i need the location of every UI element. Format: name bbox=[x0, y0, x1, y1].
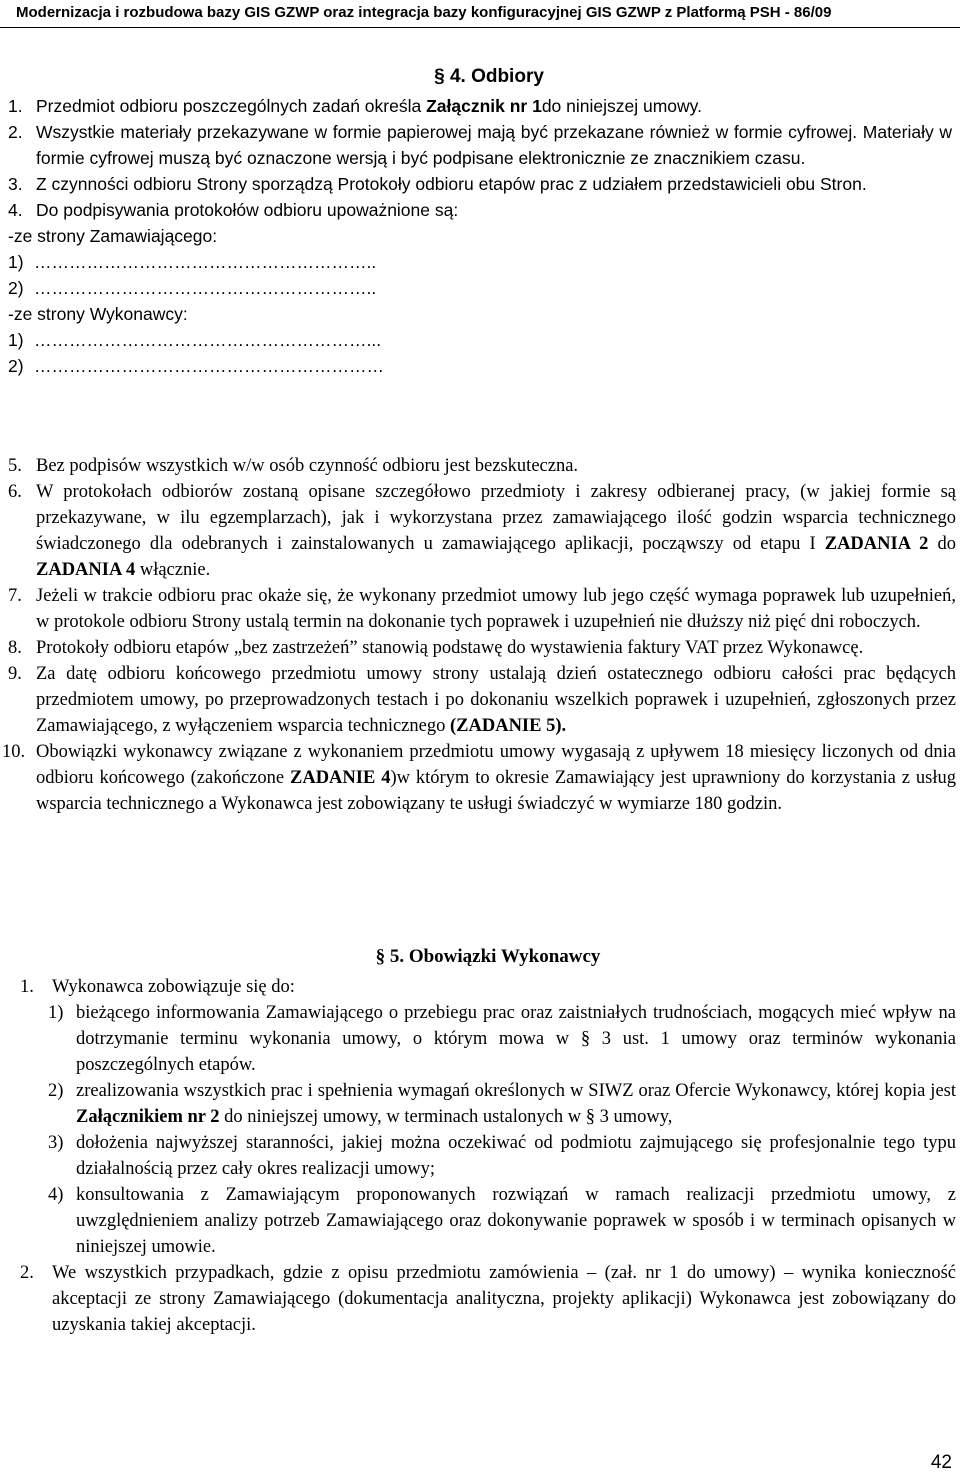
clause-text: Jeżeli w trakcie odbioru prac okaże się, że wykonany przedmiot umowy lub jego część wymaga poprawek lub uzupełnień, w protokole odbioru Strony ustalą termin na dokonanie tych poprawek i uzupełnień nie dłuższy niż pięć dni roboczych. bbox=[36, 586, 956, 632]
clause-text: włącznie. bbox=[135, 560, 211, 580]
obligation-bold-text: Załącznikiem nr 2 bbox=[76, 1107, 220, 1127]
clause-4-4 bbox=[8, 197, 952, 223]
obligation-number: 3) bbox=[48, 1133, 64, 1153]
section-4-body-part-2 bbox=[2, 453, 957, 817]
clause-number: 2. bbox=[20, 1263, 34, 1283]
clause-text: Przedmiot odbioru poszczególnych zadań określa bbox=[36, 96, 427, 116]
signatory-number: 1) bbox=[8, 330, 24, 350]
signature-blank: …………………………………………………... bbox=[34, 330, 382, 350]
clause-text: Bez podpisów wszystkich w/w osób czynność odbioru jest bezskuteczna. bbox=[36, 456, 579, 476]
obligation-item bbox=[48, 1078, 956, 1130]
section-4-title: § 4. Odbiory bbox=[434, 66, 544, 87]
section-5-title: § 5. Obowiązki Wykonawcy bbox=[375, 946, 601, 967]
obligation-text: dołożenia najwyższej staranności, jakiej można oczekiwać od podmiotu zajmującego się profesjonalnie tego typu działalnością przez cały okres realizacji umowy; bbox=[76, 1133, 956, 1179]
clause-text: do niniejszej umowy. bbox=[541, 96, 702, 116]
obligation-item bbox=[48, 1000, 956, 1078]
clause-bold-text: Załącznik nr 1 bbox=[426, 96, 542, 116]
page-number: 42 bbox=[930, 1452, 952, 1473]
clause-text: W protokołach odbiorów zostaną opisane szczegółowo przedmioty i zakresy odbieranej pracy, (w jakiej formie są przekazywane, w ilu egzemplarzach), jak i wykorzystana przez zamawiającego ilość godzin wsparcia technicznego świadczonego dla odebranych i zainstalowanych u zamawiającego aplikacji, począwszy od etapu I bbox=[36, 482, 956, 554]
obligation-number: 1) bbox=[48, 1003, 64, 1023]
obligation-item bbox=[48, 1130, 956, 1182]
clause-4-10 bbox=[2, 739, 956, 817]
clause-text: )w którym to okresie Zamawiający jest uprawniony do korzystania z usług wsparcia technicznego a Wykonawca jest zobowiązany te usługi świadczyć w wymiarze 180 godzin. bbox=[36, 768, 956, 814]
clause-text: Protokoły odbioru etapów „bez zastrzeżeń” stanowią podstawę do wystawienia faktury VAT przez Wykonawcę. bbox=[36, 638, 864, 658]
section-4-heading bbox=[0, 66, 960, 88]
clause-number: 5. bbox=[8, 456, 22, 476]
clause-bold-text: ZADANIE 4 bbox=[290, 768, 391, 788]
clause-number: 10. bbox=[2, 742, 26, 762]
section-5-body bbox=[8, 974, 956, 1338]
obligation-number: 2) bbox=[48, 1081, 64, 1101]
clause-5-2 bbox=[20, 1260, 956, 1338]
signatory-line bbox=[8, 275, 952, 301]
clause-4-7 bbox=[8, 583, 956, 635]
signature-blank: ………………………………………………….. bbox=[34, 252, 377, 272]
obligation-item bbox=[48, 1182, 956, 1260]
signatory-line bbox=[8, 249, 952, 275]
clause-text: Do podpisywania protokołów odbioru upoważnione są: bbox=[36, 200, 459, 220]
section-5-heading bbox=[0, 946, 960, 968]
signatory-number: 2) bbox=[8, 278, 24, 298]
signatory-group-label: -ze strony Zamawiającego: bbox=[8, 226, 218, 246]
running-header: Modernizacja i rozbudowa bazy GIS GZWP oraz integracja bazy konfiguracyjnej GIS GZWP z Platformą PSH - 86/09 bbox=[16, 4, 832, 21]
obligation-text: do niniejszej umowy, w terminach ustalonych w § 3 umowy, bbox=[219, 1107, 673, 1127]
header-rule bbox=[0, 27, 960, 28]
clause-4-8 bbox=[8, 635, 956, 661]
clause-number: 1. bbox=[8, 96, 23, 116]
section-4-body-part-1 bbox=[8, 93, 952, 379]
clause-text: Obowiązki wykonawcy związane z wykonaniem przedmiotu umowy wygasają z upływem 18 miesięcy liczonych od dnia odbioru końcowego (zakończone bbox=[36, 742, 956, 788]
clause-4-1 bbox=[8, 93, 952, 119]
clause-text: Wykonawca zobowiązuje się do: bbox=[52, 977, 295, 997]
clause-number: 8. bbox=[8, 638, 22, 658]
clause-4-6 bbox=[8, 479, 956, 583]
clause-bold-text: (ZADANIE 5). bbox=[449, 716, 567, 736]
clause-number: 1. bbox=[20, 977, 34, 997]
clause-text: do bbox=[928, 534, 957, 554]
clause-text: Z czynności odbioru Strony sporządzą Protokoły odbioru etapów prac z udziałem przedstawicieli obu Stron. bbox=[36, 174, 867, 194]
signatory-number: 2) bbox=[8, 356, 24, 376]
clause-4-2 bbox=[8, 119, 952, 171]
signature-blank: …………………………………………………… bbox=[34, 356, 384, 376]
obligation-text: bieżącego informowania Zamawiającego o przebiegu prac oraz zaistniałych trudnościach, mogących mieć wpływ na dotrzymanie terminu wykonania umowy, o którym mowa w § 3 ust. 1 umowy oraz terminów wykonania poszczególnych etapów. bbox=[76, 1003, 956, 1075]
obligation-text: konsultowania z Zamawiającym proponowanych rozwiązań w ramach realizacji przedmiotu umowy, z uwzględnieniem analizy potrzeb Zamawiającego oraz dokonywanie poprawek w sposób i w terminach opisanych w niniejszej umowie. bbox=[76, 1185, 956, 1257]
clause-number: 9. bbox=[8, 664, 22, 684]
signature-blank: ………………………………………………….. bbox=[34, 278, 377, 298]
clause-bold-text: ZADANIA 2 bbox=[824, 534, 929, 554]
clause-number: 3. bbox=[8, 174, 23, 194]
clause-number: 6. bbox=[8, 482, 22, 502]
clause-4-9 bbox=[8, 661, 956, 739]
signatory-group-label: -ze strony Wykonawcy: bbox=[8, 304, 188, 324]
clause-bold-text: ZADANIA 4 bbox=[36, 560, 136, 580]
obligation-text: zrealizowania wszystkich prac i spełnienia wymagań określonych w SIWZ oraz Ofercie Wykonawcy, której kopia jest bbox=[76, 1081, 956, 1101]
signatory-number: 1) bbox=[8, 252, 24, 272]
clause-text: Wszystkie materiały przekazywane w formie papierowej mają być przekazane również w formie cyfrowej. Materiały w formie cyfrowej muszą być oznaczone wersją i być podpisane elektronicznie ze znacznikiem czasu. bbox=[36, 122, 952, 168]
clause-text: We wszystkich przypadkach, gdzie z opisu przedmiotu zamówienia – (zał. nr 1 do umowy) – wynika konieczność akceptacji ze strony Zamawiającego (dokumentacja analityczna, projekty aplikacji) Wykonawca jest zobowiązany do uzyskania takiej akceptacji. bbox=[52, 1263, 956, 1335]
clause-number: 2. bbox=[8, 122, 23, 142]
clause-number: 7. bbox=[8, 586, 22, 606]
clause-text: Za datę odbioru końcowego przedmiotu umowy strony ustalają dzień ostatecznego odbioru całości prac będących przedmiotem umowy, po przeprowadzonych testach i po dokonaniu wszelkich poprawek i uzupełnień, zgłoszonych przez Zamawiającego, z wyłączeniem wsparcia technicznego bbox=[36, 664, 956, 736]
clause-number: 4. bbox=[8, 200, 23, 220]
signatory-line bbox=[8, 327, 952, 353]
clause-4-5 bbox=[8, 453, 956, 479]
signatory-line bbox=[8, 353, 952, 379]
obligation-number: 4) bbox=[48, 1185, 64, 1205]
clause-5-1 bbox=[20, 974, 956, 1000]
clause-4-3 bbox=[8, 171, 952, 197]
